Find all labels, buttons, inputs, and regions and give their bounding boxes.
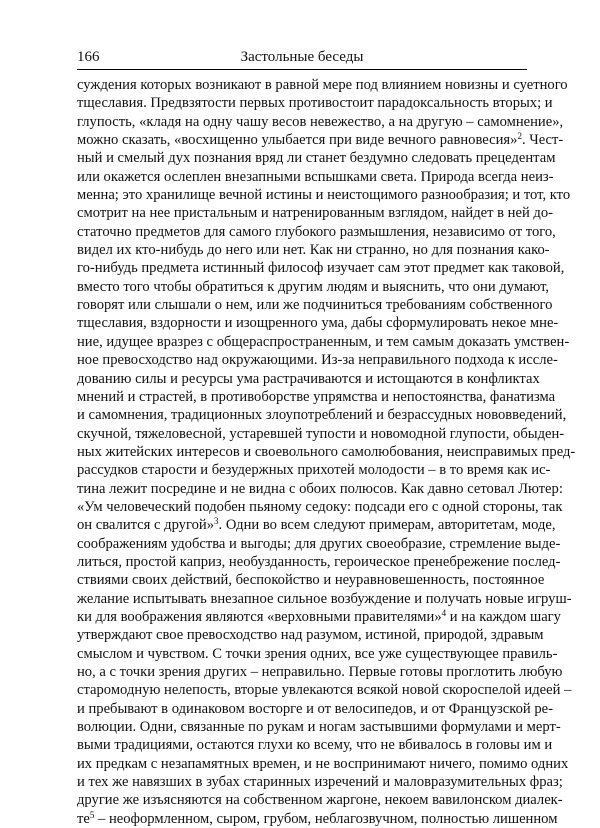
text-line xyxy=(77,406,567,424)
text-line xyxy=(77,480,563,498)
text-line xyxy=(77,223,556,241)
text-line xyxy=(77,626,544,644)
text-line xyxy=(77,718,561,736)
text-line xyxy=(77,278,550,296)
text-line xyxy=(77,351,558,369)
line-text: желание испытывать внезапное сильное возбуждение и получать новые игруш- xyxy=(77,590,572,607)
line-text: ние, идущее вразрез с общераспространенным, и тем самым доказать умствен- xyxy=(77,333,570,350)
line-text: смотрит на нее пристальным и натренированным взглядом, найдет в ней до- xyxy=(77,205,554,222)
header-rule xyxy=(77,69,527,70)
line-text: говорят или слышали о нем, или же подчиниться требованиям собственного xyxy=(77,297,553,314)
text-line xyxy=(77,131,564,149)
text-line xyxy=(77,571,545,589)
line-text: литься, простой каприз, необузданность, героическое пренебрежение послед- xyxy=(77,553,561,570)
line-text: и пребывают в одинаковом восторге и от велосипедов, и от Французской ре- xyxy=(77,700,553,717)
footnote-marker: 4 xyxy=(441,607,447,618)
line-text: другие же изъясняются на собственном жаргоне, некоем вавилонском диалек- xyxy=(77,792,563,809)
text-line xyxy=(77,681,572,699)
text-line xyxy=(77,333,570,351)
text-line xyxy=(77,809,558,828)
footnote-marker: 2 xyxy=(517,131,522,142)
line-text: го-нибудь предмета истинный философ изучает сам этот предмет как таковой, xyxy=(77,260,565,277)
running-head xyxy=(77,47,527,67)
footnote-marker: 3 xyxy=(214,516,219,527)
line-text: рассудков старости и безудержных прихотей молодости – в то время как ис- xyxy=(77,462,551,479)
line-text: старомодную нелепость, вторые увлекаются всякой новой скороспелой идеей – xyxy=(77,682,572,699)
line-text: волюции. Одни, связанные по рукам и ногам застывшими формулами и мерт- xyxy=(77,719,561,736)
line-text: утверждают свое превосходство над разумом, истиной, природой, здравым xyxy=(77,627,544,644)
line-text: суждения которых возникают в равной мере под влиянием новизны и суетного xyxy=(77,77,568,93)
line-text-continued: . Чест- xyxy=(521,132,564,149)
text-line xyxy=(77,186,571,204)
line-text: но, а с точки зрения других – неправильно. Первые готовы проглотить любую xyxy=(77,664,563,680)
text-line xyxy=(77,259,565,277)
page-number: 166 xyxy=(77,49,100,65)
line-text: ный и смелый дух познания вряд ли станет бездумно следовать прецедентам xyxy=(77,150,556,167)
line-text: те xyxy=(77,810,90,827)
text-line xyxy=(77,663,563,681)
line-text: тщеславия, вздорности и изощренного ума, дабы сформулировать некое мне- xyxy=(77,315,559,332)
text-line xyxy=(77,607,561,626)
line-text: он свалится с другой» xyxy=(77,517,215,534)
text-line xyxy=(77,149,556,167)
body-text xyxy=(77,76,576,828)
line-text: ное превосходство над окружающими. Из-за неправильного подхода к иссле- xyxy=(77,352,558,369)
line-text-continued: . Одни во всем следуют примерам, авторитетам, моде, xyxy=(218,517,556,534)
line-text: их предкам с незапамятных времен, и не воспринимают ничего, помимо одних xyxy=(77,755,569,772)
line-text: выми традициями, остаются глухи ко всему, что не вбивалось в головы им и xyxy=(77,737,553,754)
text-line xyxy=(77,645,558,663)
text-line xyxy=(77,516,556,534)
line-text: тина лежит посредине и не видна с обоих полюсов. Как давно сетовал Лютер: xyxy=(77,480,563,497)
text-line xyxy=(77,553,561,571)
text-line xyxy=(77,736,553,754)
text-line xyxy=(77,773,563,791)
line-text: ствиями своих действий, беспокойство и неуравновешенность, постоянное xyxy=(77,572,545,589)
text-line xyxy=(77,498,563,516)
text-line xyxy=(77,388,556,406)
text-line xyxy=(77,791,563,809)
text-line xyxy=(77,241,550,259)
line-text: и самомнения, традиционных злоупотреблений и безрассудных нововведений, xyxy=(77,407,567,424)
text-line xyxy=(77,204,554,222)
text-line xyxy=(77,535,561,553)
line-text: видел их кто-нибудь до него или нет. Как ни странно, но для познания како- xyxy=(77,242,550,259)
text-line xyxy=(77,461,551,479)
text-line xyxy=(77,755,569,773)
line-text: глупость, «кладя на одну чашу весов невежество, а на другую – самомнение», xyxy=(77,113,564,130)
line-text: ки для воображения являются «верховными правителями» xyxy=(77,608,442,625)
line-text: тщеславия. Предвзятости первых противостоит парадоксальность вторых; и xyxy=(77,95,553,112)
text-line xyxy=(77,314,559,332)
line-text: дованию силы и ресурсы ума растрачиваются и истощаются в конфликтах xyxy=(77,370,540,387)
text-line xyxy=(77,425,565,443)
running-title: Застольные беседы xyxy=(240,49,364,65)
line-text: менна; это хранилище вечной истины и неистощимого разнообразия; и тот, кто xyxy=(77,187,571,204)
line-text: смыслом и чувством. С точки зрения одних, все уже существующее правиль- xyxy=(77,645,558,662)
line-text: мнений и страстей, в противоборстве упрямства и непостоянства, фанатизма xyxy=(77,388,556,405)
line-text-continued: – неоформленном, сыром, грубом, неблагозвучном, полностью лишенном xyxy=(94,810,558,827)
line-text: соображениям удобства и выгоды; для других своеобразие, стремление выде- xyxy=(77,535,561,552)
text-line xyxy=(77,700,553,718)
text-line xyxy=(77,590,572,608)
line-text: ных житейских интересов и своевольного самолюбования, неисправимых пред- xyxy=(77,443,576,460)
line-text: «Ум человеческий подобен пьяному седоку: подсади его с одной стороны, так xyxy=(77,498,563,515)
text-line xyxy=(77,443,576,461)
text-line xyxy=(77,370,540,388)
line-text: вместо того чтобы обратиться к другим людям и выяснить, что они думают, xyxy=(77,278,550,295)
line-text: можно сказать, «восхищенно улыбается при виде вечного равновесия» xyxy=(77,132,518,149)
line-text: или окажется ослеплен внезапными вспышками света. Природа всегда неиз- xyxy=(77,168,554,185)
text-line xyxy=(77,76,568,94)
text-line xyxy=(77,296,553,314)
footnote-marker: 5 xyxy=(89,809,95,820)
line-text: и тех же навязших в зубах старинных изречений и маловразумительных фраз; xyxy=(77,774,563,791)
text-line xyxy=(77,94,553,112)
text-line xyxy=(77,113,564,131)
line-text: статочно предметов для самого глубокого размышления, независимо от того, xyxy=(77,223,556,240)
text-line xyxy=(77,168,554,186)
line-text-continued: и на каждом шагу xyxy=(446,608,561,625)
line-text: скучной, тяжеловесной, устаревшей тупости и новомодной глупости, обыден- xyxy=(77,425,565,442)
